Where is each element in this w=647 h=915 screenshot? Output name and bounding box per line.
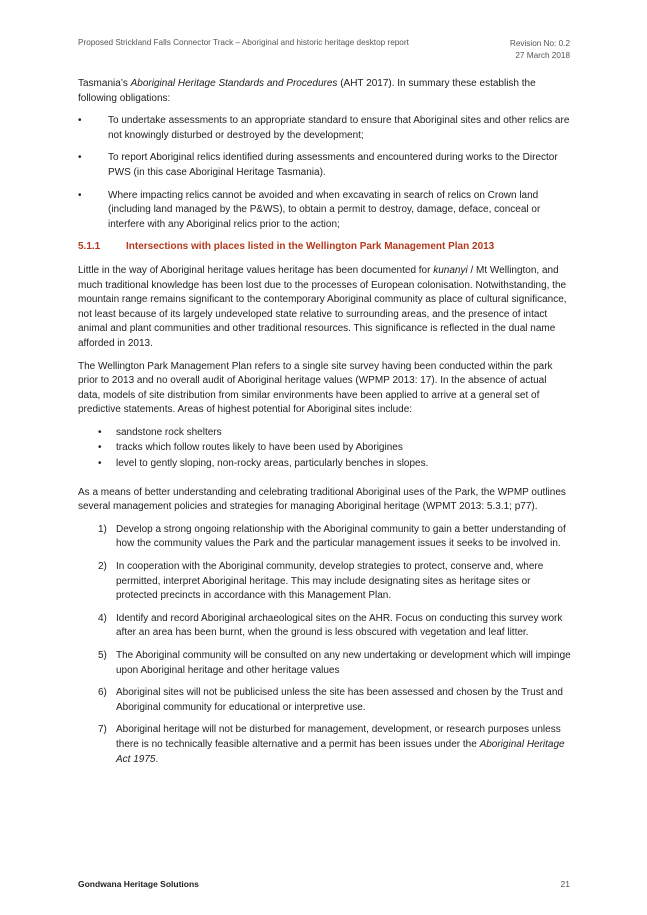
paragraph-management-plan: The Wellington Park Management Plan refers to a single site survey having been conducted within the park prior to 2013 and no overall audit of Aboriginal heritage values (WPMP 2013: 17). In the absence of actual data, models of site distribution from similar environments have been applied to arrive at a general set of predictive statements. Areas of highest potential for Aboriginal sites include: — [78, 360, 553, 416]
policy-item: 1) Develop a strong ongoing relationship with the Aboriginal community to gain a better understanding of how the community values the Park and the particular management issues it seeks to be involved in. — [98, 523, 566, 550]
obligation-item: • To report Aboriginal relics identified during assessments and encountered during works to the Director PWS (in this case Aboriginal Heritage Tasmania). — [78, 152, 558, 178]
act-title: Aboriginal Heritage Act 1975 — [116, 738, 565, 765]
page-body — [78, 77, 571, 775]
section-heading — [78, 240, 571, 255]
header-title: Proposed Strickland Falls Connector Track – Aboriginal and historic heritage desktop report — [78, 38, 409, 47]
policy-item: 2) In cooperation with the Aboriginal community, develop strategies to protect, conserve and, where permitted, interpret Aboriginal heritage. This may include designating sites as heritage sites or protected precincts in accordance with this Management Plan. — [98, 561, 544, 602]
site-type-item: • tracks which follow routes likely to have been used by Aborigines — [78, 441, 571, 456]
policy-number: 7) — [98, 724, 107, 736]
intro-paragraph: Tasmania’s Aboriginal Heritage Standards and Procedures (AHT 2017). In summary these establish the following obligations: — [78, 78, 536, 104]
header-revision: Revision No: 0.2 — [509, 39, 570, 48]
header-date: 27 March 2018 — [515, 51, 570, 60]
policies-list — [78, 523, 571, 767]
section-number: 5.1.1 — [78, 241, 101, 253]
policy-number: 5) — [98, 650, 107, 661]
page-number: 21 — [560, 879, 570, 889]
policy-number: 4) — [98, 612, 107, 624]
policy-number: 6) — [98, 687, 107, 699]
policy-item: 6) Aboriginal sites will not be publicised unless the site has been assessed and chosen by the Trust and Aboriginal community for educational or interpretive use. — [98, 687, 563, 713]
footer-company: Gondwana Heritage Solutions — [78, 879, 199, 889]
policy-item: 7) Aboriginal heritage will not be disturbed for management, development, or research purposes unless there is no technically feasible alternative and a permit has been issues under the Aboriginal Heritage Act 1975. — [98, 724, 565, 765]
bullet-icon: • — [78, 152, 82, 164]
site-type-item: • level to gently sloping, non-rocky areas, particularly benches in slopes. — [78, 457, 571, 472]
obligation-item: • To undertake assessments to an appropriate standard to ensure that Aboriginal sites and other relics are not knowingly disturbed or destroyed by the development; — [78, 115, 570, 141]
bullet-icon: • — [98, 442, 102, 454]
kunanyi-term: kunanyi — [433, 264, 468, 276]
bullet-icon: • — [78, 115, 82, 127]
bullet-icon: • — [98, 458, 102, 470]
site-type-item: • sandstone rock shelters — [78, 426, 571, 441]
site-types-list — [78, 426, 571, 472]
standards-title: Aboriginal Heritage Standards and Procedures — [130, 78, 338, 89]
header-revision-block — [510, 38, 570, 62]
bullet-icon: • — [78, 189, 82, 201]
policy-number: 2) — [98, 561, 107, 573]
bullet-icon: • — [98, 426, 102, 438]
obligations-list — [78, 114, 571, 232]
paragraph-kunanyi: Little in the way of Aboriginal heritage values heritage has been documented for kunanyi / Mt Wellington, and much traditional knowledge has been lost due to the processes of European colonisation. Notwithstanding, the mountain range remains significant to the contemporary Aboriginal community as place of cultural significance, not least because of its largely undeveloped state relative to surrounding areas, and the presence of intact animal and plant communities and other traditional resources. This significance is reflected in the dual name afforded in 2013. — [78, 264, 567, 349]
paragraph-wpmp: As a means of better understanding and celebrating traditional Aboriginal uses of the Park, the WPMP outlines several management policies and strategies for managing Aboriginal heritage (WPMT 2013: 5.3.1; p77). — [78, 486, 566, 513]
section-title: Intersections with places listed in the Wellington Park Management Plan 2013 — [126, 241, 495, 253]
policy-number: 1) — [98, 523, 107, 535]
obligation-item: • Where impacting relics cannot be avoided and when excavating in search of relics on Crown land (including land managed by the P&WS), to obtain a permit to destroy, damage, deface, conceal or interfere with any Aboriginal relics prior to the action; — [78, 189, 541, 230]
policy-item: 4) Identify and record Aboriginal archaeological sites on the AHR. Focus on conducting this survey work after an area has been burnt, when the ground is less obscured with vegetation and leaf litter. — [98, 612, 563, 639]
policy-item: 5) The Aboriginal community will be consulted on any new undertaking or development which will impinge upon Aboriginal heritage and other heritage values — [98, 650, 571, 676]
